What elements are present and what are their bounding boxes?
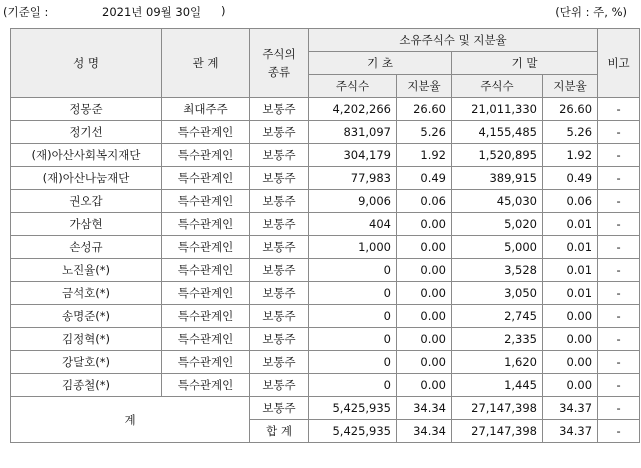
end-ratio: 0.49 bbox=[543, 167, 598, 190]
note: - bbox=[598, 282, 640, 305]
holder-name: 손성규 bbox=[11, 236, 162, 259]
total-note: - bbox=[598, 397, 640, 420]
total-label: 계 bbox=[11, 397, 250, 443]
end-shares: 2,335 bbox=[452, 328, 543, 351]
total-begin-ratio: 34.34 bbox=[397, 397, 452, 420]
holder-name: 정몽준 bbox=[11, 98, 162, 121]
base-date-close: ) bbox=[221, 4, 226, 18]
holder-name: 정기선 bbox=[11, 121, 162, 144]
stock-type: 보통주 bbox=[250, 351, 309, 374]
begin-ratio: 0.00 bbox=[397, 213, 452, 236]
total-end-shares: 27,147,398 bbox=[452, 397, 543, 420]
end-ratio: 0.00 bbox=[543, 351, 598, 374]
begin-shares: 0 bbox=[309, 328, 397, 351]
end-shares: 5,000 bbox=[452, 236, 543, 259]
begin-ratio: 26.60 bbox=[397, 98, 452, 121]
holder-relation: 특수관계인 bbox=[162, 121, 250, 144]
header-note: 비고 bbox=[598, 29, 640, 98]
begin-ratio: 0.00 bbox=[397, 282, 452, 305]
begin-shares: 404 bbox=[309, 213, 397, 236]
begin-ratio: 1.92 bbox=[397, 144, 452, 167]
header-ownership-group: 소유주식수 및 지분율 bbox=[309, 29, 598, 52]
end-ratio: 26.60 bbox=[543, 98, 598, 121]
end-shares: 3,528 bbox=[452, 259, 543, 282]
header-begin-ratio: 지분율 bbox=[397, 75, 452, 98]
note: - bbox=[598, 190, 640, 213]
stock-type: 보통주 bbox=[250, 374, 309, 397]
begin-ratio: 0.00 bbox=[397, 351, 452, 374]
holder-relation: 특수관계인 bbox=[162, 305, 250, 328]
begin-ratio: 0.00 bbox=[397, 328, 452, 351]
table-row bbox=[11, 190, 640, 213]
holder-relation: 특수관계인 bbox=[162, 328, 250, 351]
stock-type: 보통주 bbox=[250, 121, 309, 144]
note: - bbox=[598, 351, 640, 374]
table-row bbox=[11, 328, 640, 351]
table-row bbox=[11, 121, 640, 144]
holder-relation: 최대주주 bbox=[162, 98, 250, 121]
holder-name: 송명준(*) bbox=[11, 305, 162, 328]
total-begin-ratio: 34.34 bbox=[397, 420, 452, 443]
header-end-period: 기 말 bbox=[452, 52, 598, 75]
end-shares: 1,520,895 bbox=[452, 144, 543, 167]
note: - bbox=[598, 121, 640, 144]
table-row bbox=[11, 374, 640, 397]
holder-relation: 특수관계인 bbox=[162, 190, 250, 213]
holder-name: 금석호(*) bbox=[11, 282, 162, 305]
begin-ratio: 0.00 bbox=[397, 305, 452, 328]
begin-ratio: 0.49 bbox=[397, 167, 452, 190]
holder-relation: 특수관계인 bbox=[162, 213, 250, 236]
begin-shares: 0 bbox=[309, 259, 397, 282]
begin-ratio: 0.06 bbox=[397, 190, 452, 213]
stock-type: 보통주 bbox=[250, 190, 309, 213]
end-shares: 4,155,485 bbox=[452, 121, 543, 144]
end-shares: 21,011,330 bbox=[452, 98, 543, 121]
holder-name: 강달호(*) bbox=[11, 351, 162, 374]
end-ratio: 0.01 bbox=[543, 213, 598, 236]
end-ratio: 0.01 bbox=[543, 282, 598, 305]
total-row bbox=[11, 397, 640, 420]
total-end-shares: 27,147,398 bbox=[452, 420, 543, 443]
begin-shares: 1,000 bbox=[309, 236, 397, 259]
total-begin-shares: 5,425,935 bbox=[309, 397, 397, 420]
stock-type: 보통주 bbox=[250, 144, 309, 167]
holder-name: 가삼현 bbox=[11, 213, 162, 236]
begin-ratio: 5.26 bbox=[397, 121, 452, 144]
stock-type: 보통주 bbox=[250, 167, 309, 190]
end-ratio: 0.01 bbox=[543, 259, 598, 282]
end-ratio: 5.26 bbox=[543, 121, 598, 144]
total-begin-shares: 5,425,935 bbox=[309, 420, 397, 443]
holder-relation: 특수관계인 bbox=[162, 282, 250, 305]
holder-name: (재)아산사회복지재단 bbox=[11, 144, 162, 167]
end-ratio: 1.92 bbox=[543, 144, 598, 167]
stock-type: 보통주 bbox=[250, 328, 309, 351]
table-row bbox=[11, 98, 640, 121]
header-relation: 관 계 bbox=[162, 29, 250, 98]
holder-name: 김정혁(*) bbox=[11, 328, 162, 351]
holder-name: 노진율(*) bbox=[11, 259, 162, 282]
holder-relation: 특수관계인 bbox=[162, 167, 250, 190]
end-shares: 1,445 bbox=[452, 374, 543, 397]
begin-ratio: 0.00 bbox=[397, 259, 452, 282]
begin-shares: 0 bbox=[309, 305, 397, 328]
note: - bbox=[598, 374, 640, 397]
holder-relation: 특수관계인 bbox=[162, 236, 250, 259]
end-shares: 3,050 bbox=[452, 282, 543, 305]
begin-ratio: 0.00 bbox=[397, 374, 452, 397]
holder-name: 김종철(*) bbox=[11, 374, 162, 397]
base-date-label: (기준일 : bbox=[3, 5, 49, 19]
table-row bbox=[11, 144, 640, 167]
begin-shares: 0 bbox=[309, 374, 397, 397]
end-shares: 389,915 bbox=[452, 167, 543, 190]
stock-type: 보통주 bbox=[250, 259, 309, 282]
table-row bbox=[11, 305, 640, 328]
header-end-ratio: 지분율 bbox=[543, 75, 598, 98]
stock-type: 보통주 bbox=[250, 98, 309, 121]
stock-type: 보통주 bbox=[250, 213, 309, 236]
total-note: - bbox=[598, 420, 640, 443]
holder-name: 권오갑 bbox=[11, 190, 162, 213]
note: - bbox=[598, 167, 640, 190]
shareholding-table bbox=[10, 28, 640, 443]
begin-shares: 0 bbox=[309, 282, 397, 305]
total-end-ratio: 34.37 bbox=[543, 397, 598, 420]
total-end-ratio: 34.37 bbox=[543, 420, 598, 443]
begin-shares: 4,202,266 bbox=[309, 98, 397, 121]
stock-type: 보통주 bbox=[250, 282, 309, 305]
base-date: 2021년 09월 30일 bbox=[102, 5, 202, 19]
total-stock-type: 합 계 bbox=[250, 420, 309, 443]
note: - bbox=[598, 98, 640, 121]
header-name: 성 명 bbox=[11, 29, 162, 98]
end-shares: 5,020 bbox=[452, 213, 543, 236]
note: - bbox=[598, 213, 640, 236]
begin-shares: 77,983 bbox=[309, 167, 397, 190]
table-row bbox=[11, 282, 640, 305]
begin-shares: 9,006 bbox=[309, 190, 397, 213]
end-ratio: 0.00 bbox=[543, 328, 598, 351]
begin-shares: 831,097 bbox=[309, 121, 397, 144]
table-row bbox=[11, 236, 640, 259]
header-begin-shares: 주식수 bbox=[309, 75, 397, 98]
header-begin-period: 기 초 bbox=[309, 52, 452, 75]
begin-shares: 0 bbox=[309, 351, 397, 374]
end-ratio: 0.06 bbox=[543, 190, 598, 213]
table-row bbox=[11, 351, 640, 374]
note: - bbox=[598, 144, 640, 167]
header-end-shares: 주식수 bbox=[452, 75, 543, 98]
holder-relation: 특수관계인 bbox=[162, 351, 250, 374]
holder-name: (재)아산나눔재단 bbox=[11, 167, 162, 190]
holder-relation: 특수관계인 bbox=[162, 259, 250, 282]
end-ratio: 0.00 bbox=[543, 305, 598, 328]
total-stock-type: 보통주 bbox=[250, 397, 309, 420]
unit-label: (단위 : 주, %) bbox=[555, 5, 627, 19]
end-ratio: 0.01 bbox=[543, 236, 598, 259]
stock-type: 보통주 bbox=[250, 236, 309, 259]
table-row bbox=[11, 167, 640, 190]
note: - bbox=[598, 328, 640, 351]
holder-relation: 특수관계인 bbox=[162, 374, 250, 397]
header-stock-type: 주식의 종류 bbox=[250, 29, 309, 98]
table-row bbox=[11, 213, 640, 236]
report-header bbox=[0, 0, 641, 24]
note: - bbox=[598, 259, 640, 282]
holder-relation: 특수관계인 bbox=[162, 144, 250, 167]
note: - bbox=[598, 236, 640, 259]
end-shares: 1,620 bbox=[452, 351, 543, 374]
stock-type: 보통주 bbox=[250, 305, 309, 328]
end-ratio: 0.00 bbox=[543, 374, 598, 397]
note: - bbox=[598, 305, 640, 328]
begin-shares: 304,179 bbox=[309, 144, 397, 167]
begin-ratio: 0.00 bbox=[397, 236, 452, 259]
table-row bbox=[11, 259, 640, 282]
end-shares: 45,030 bbox=[452, 190, 543, 213]
end-shares: 2,745 bbox=[452, 305, 543, 328]
